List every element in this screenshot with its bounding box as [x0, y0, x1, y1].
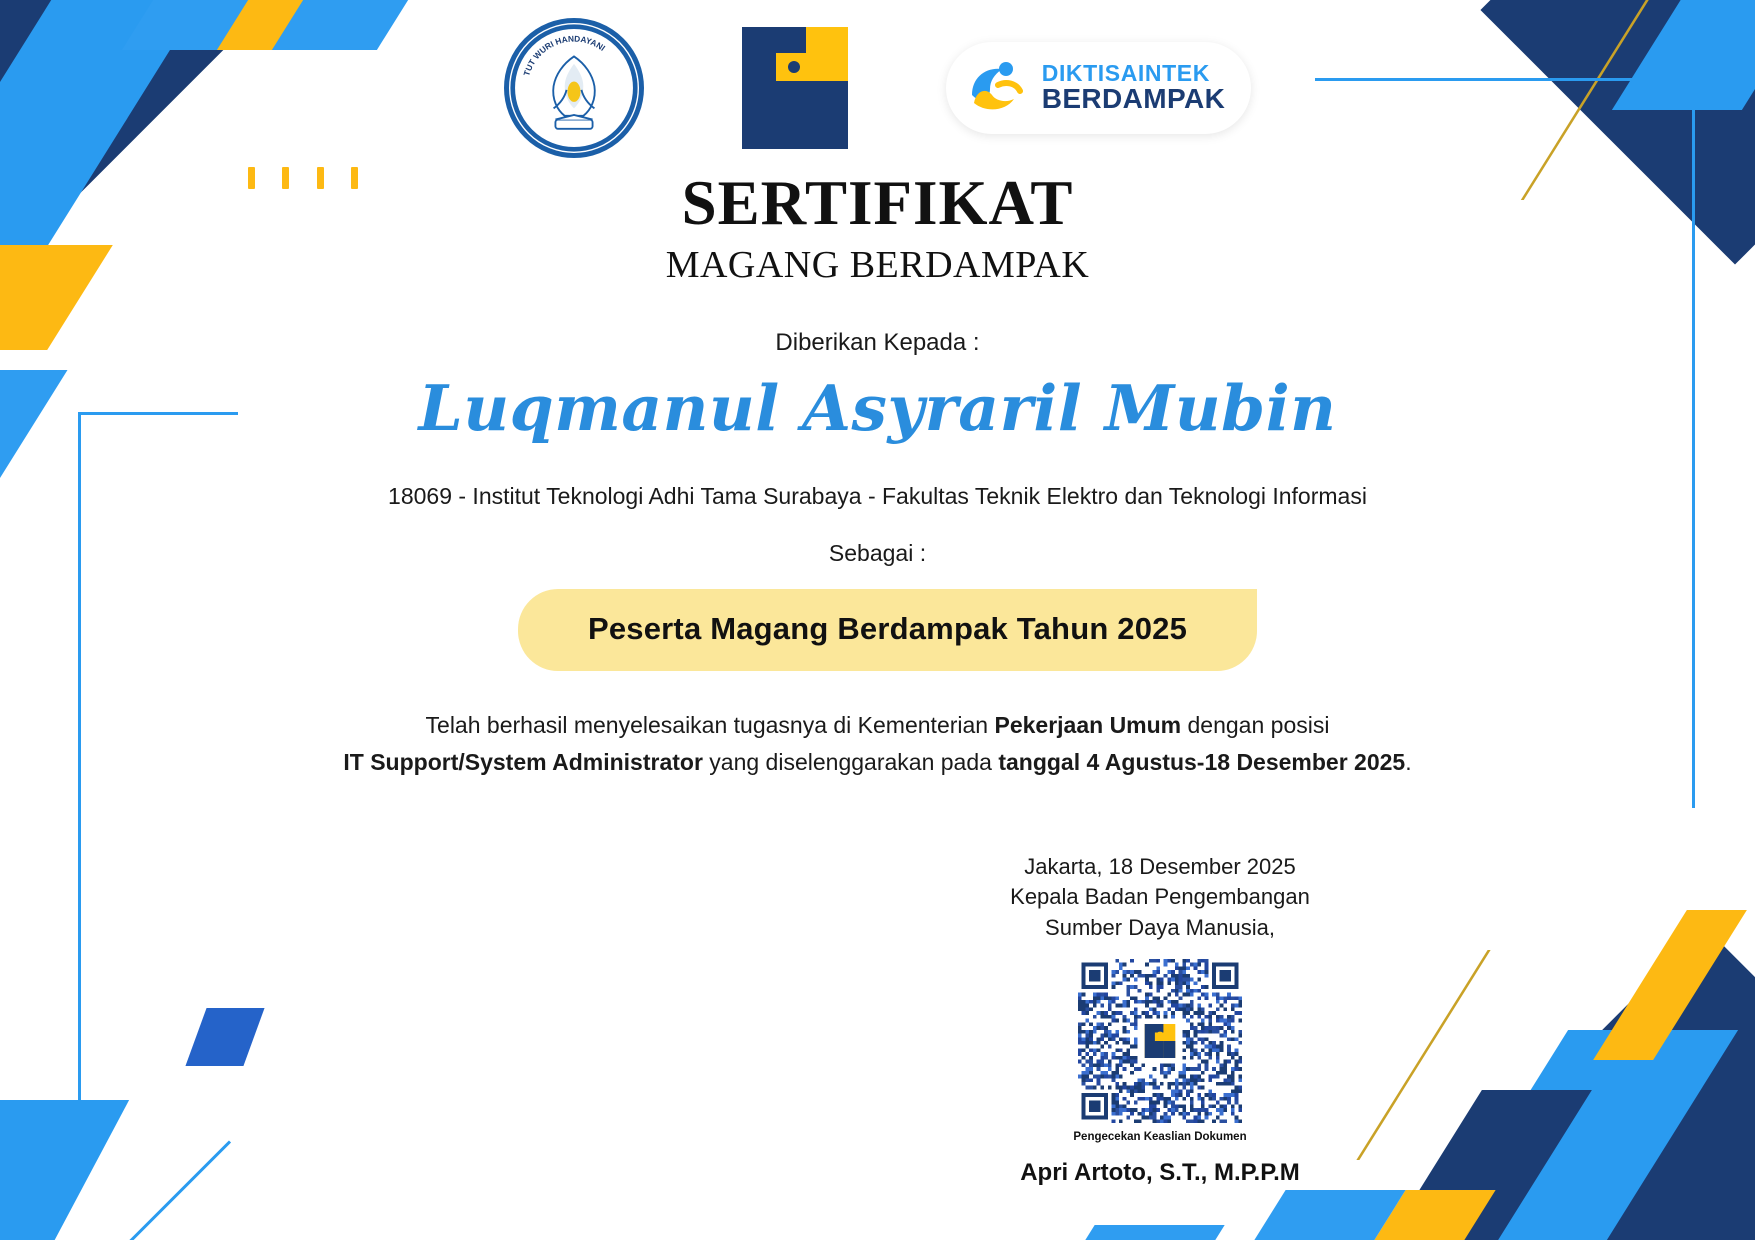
- description-line2-end: .: [1405, 748, 1412, 775]
- role-badge: Peserta Magang Berdampak Tahun 2025: [518, 589, 1257, 671]
- decoration-bottom-right-blue: [1362, 1030, 1738, 1240]
- position-name: IT Support/System Administrator: [343, 748, 703, 775]
- description-line1-part2: dengan posisi: [1181, 711, 1330, 738]
- signature-title-line2: Sumber Daya Manusia,: [1045, 914, 1275, 940]
- period-dates: tanggal 4 Agustus-18 Desember 2025: [998, 748, 1406, 775]
- qr-code[interactable]: [1072, 953, 1248, 1129]
- qr-center-logo: [1138, 1019, 1182, 1063]
- decoration-bottom-gold-line: [1356, 950, 1490, 1160]
- decoration-bottom-blue-slash-2: [1035, 1225, 1224, 1240]
- signature-block: [980, 852, 1340, 1187]
- description-line-1: [0, 707, 1755, 744]
- certificate-content: [0, 168, 1755, 781]
- decoration-blue-diamond: [185, 1008, 264, 1066]
- decoration-bottom-right-yellow: [1593, 910, 1747, 1060]
- description-line2-mid: yang diselenggarakan pada: [702, 748, 999, 775]
- decoration-frame-left-diagonal: [45, 1140, 231, 1240]
- diktisaintek-label-line1: DIKTISAINTEK: [1041, 60, 1210, 86]
- diktisaintek-label-line2: BERDAMPAK: [1041, 83, 1226, 115]
- kementerian-pu-icon: [736, 23, 854, 153]
- signer-name: Apri Artoto, S.T., M.P.P.M: [1020, 1159, 1300, 1187]
- signature-title-line1: Kepala Badan Pengembangan: [1010, 884, 1310, 910]
- decoration-bottom-blue-slash-1: [1204, 1190, 1405, 1240]
- recipient-name: Luqmanul Asyraril Mubin: [418, 370, 1337, 445]
- logo-row: [0, 18, 1755, 158]
- given-to-label: Diberikan Kepada :: [775, 328, 980, 356]
- description-paragraph: [0, 707, 1755, 782]
- decoration-bottom-yellow-slash: [1324, 1190, 1495, 1240]
- qr-caption: Pengecekan Keaslian Dokumen: [1073, 1131, 1247, 1144]
- ministry-name: Pekerjaan Umum: [994, 711, 1182, 738]
- certificate-title: SERTIFIKAT: [681, 168, 1074, 238]
- diktisaintek-berdampak-logo: [946, 42, 1252, 134]
- description-line1-part1: Telah berhasil menyelesaikan tugasnya di Kementerian: [425, 711, 995, 738]
- decoration-bottom-navy-slash: [1388, 1090, 1592, 1240]
- as-label: Sebagai :: [828, 539, 927, 566]
- role-badge-wrapper: [0, 589, 1755, 671]
- diktisaintek-mark-icon: [962, 55, 1028, 121]
- tut-wuri-handayani-icon: [504, 18, 644, 158]
- decoration-bottom-right-navy: [1422, 927, 1755, 1240]
- svg-text:TUT WURI HANDAYANI: TUT WURI HANDAYANI: [521, 33, 607, 78]
- signature-place-date: Jakarta, 18 Desember 2025: [1024, 854, 1296, 879]
- certificate-subtitle: MAGANG BERDAMPAK: [665, 243, 1090, 286]
- institution-line: 18069 - Institut Teknologi Adhi Tama Surabaya - Fakultas Teknik Elektro dan Teknologi Informasi: [388, 482, 1367, 509]
- decoration-bottom-left-blue: [0, 1100, 129, 1240]
- description-line-2: [0, 744, 1755, 781]
